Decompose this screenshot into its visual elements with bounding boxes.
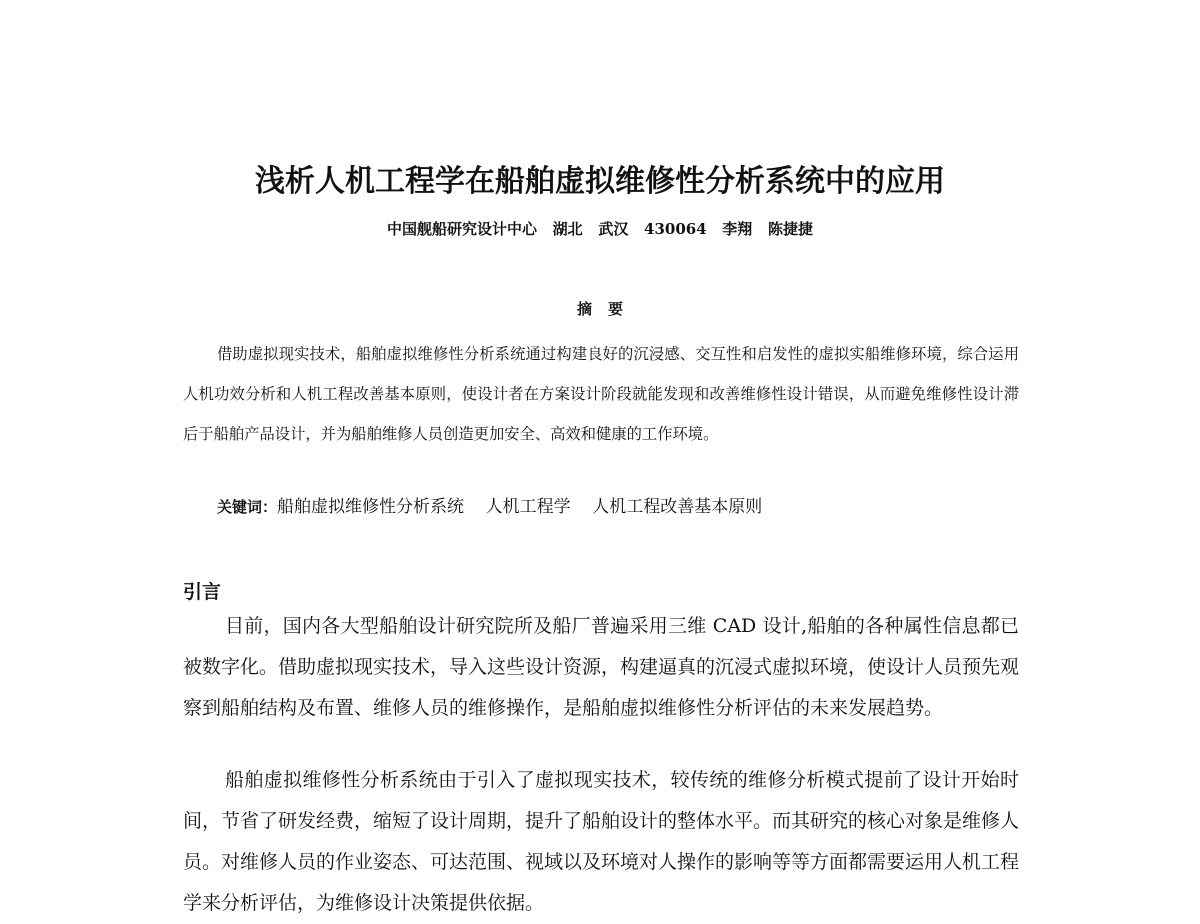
paper-title: 浅析人机工程学在船舶虚拟维修性分析系统中的应用 [255, 164, 945, 199]
body-paragraph: 目前，国内各大型船舶设计研究院所及船厂普遍采用三维 CAD 设计,船舶的各种属性信息都已被数字化。借助虚拟现实技术，导入这些设计资源，构建逼真的沉浸式虚拟环境，使设计人员预先观察到船舶结构及布置、维修人员的维修操作，是船舶虚拟维修性分析评估的未来发展趋势。 [183, 615, 1020, 719]
author-affiliation: 中国舰船研究设计中心 湖北 武汉 430064 李翔 陈捷捷 [387, 220, 813, 238]
section-heading-introduction: 引言 [183, 581, 222, 603]
abstract-heading: 摘要 [576, 300, 639, 318]
body-paragraph: 船舶虚拟维修性分析系统由于引入了虚拟现实技术，较传统的维修分析模式提前了设计开始时间，节省了研发经费，缩短了设计周期，提升了船舶设计的整体水平。而其研究的核心对象是维修人员。对维修人员的作业姿态、可达范围、视域以及环境对人操作的影响等等方面都需要运用人机工程学来分析评估，为维修设计决策提供依据。 [183, 769, 1020, 914]
keywords-line [217, 493, 1017, 521]
keywords-label: 关键词： [217, 498, 278, 516]
abstract-text: 借助虚拟现实技术，船舶虚拟维修性分析系统通过构建良好的沉浸感、交互性和启发性的虚拟实船维修环境，综合运用人机功效分析和人机工程改善基本原则，使设计者在方案设计阶段就能发现和改善维修性设计错误，从而避免维修性设计滞后于船舶产品设计，并为船舶维修人员创造更加安全、高效和健康的工作环境。 [183, 345, 1019, 443]
keywords-text: 船舶虚拟维修性分析系统 人机工程学 人机工程改善基本原则 [277, 497, 763, 517]
